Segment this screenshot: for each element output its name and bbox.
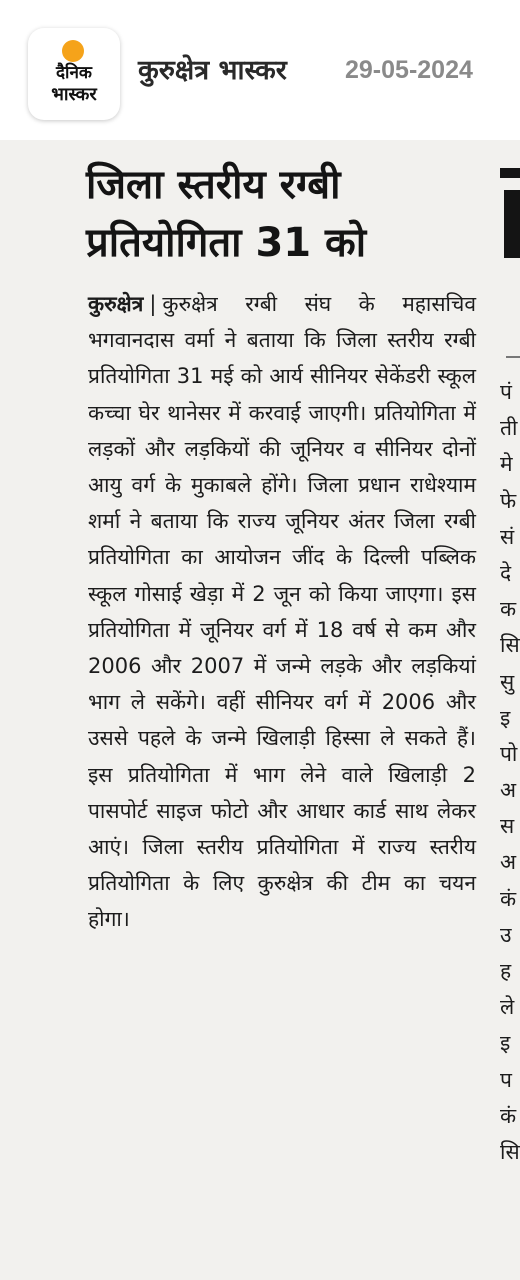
adjacent-column-line: पो [500,741,518,766]
article-dateline: कुरुक्षेत्र [88,292,144,316]
article-headline: जिला स्तरीय रग्बी प्रतियोगिता 31 को [86,162,367,266]
adjacent-column-line: सु [500,669,515,694]
adjacent-column-text [500,374,520,1170]
edition-date: 29-05-2024 [345,56,473,84]
dateline-separator: | [149,292,157,316]
adjacent-column-line: दे [500,560,512,585]
adjacent-headline-fragment [500,168,520,178]
dainik-bhaskar-logo[interactable] [28,28,120,120]
adjacent-column-line: उ [500,922,512,947]
adjacent-column-line: ले [500,995,515,1020]
adjacent-column-line: अ [500,850,517,875]
adjacent-column-line: सि [500,1139,520,1164]
adjacent-headline-fragment-2 [504,190,520,258]
adjacent-column-line: सि [500,633,520,658]
article-body: कुरुक्षेत्र रग्बी संघ के महासचिव भगवानदास वर्मा ने बताया कि जिला स्तरीय रग्बी प्रतियोगिता 31 मई को आर्य सीनियर सेकेंडरी स्कूल कच्चा घेर थानेसर में करवाई जाएगी। प्रतियोगिता में लड़कों और लड़कियों की जूनियर व सीनियर दोनों आयु वर्ग के मुकाबले होंगे। जिला प्रधान राधेश्याम शर्मा ने बताया कि राज्य जूनियर अंतर जिला रग्बी प्रतियोगिता का आयोजन जींद के दिल्ली पब्लिक स्कूल गोसाई खेड़ा में 2 जून को किया जाएगा। इस प्रतियोगिता में जूनियर वर्ग में 18 वर्ष से कम और 2006 और 2007 में जन्मे लड़के और लड़कियां भाग ले सकेंगे। वहीं सीनियर वर्ग में 2006 और उससे पहले के जन्मे खिलाड़ी हिस्सा ले सकते हैं। इस प्रतियोगिता में भाग लेने वाले खिलाड़ी 2 पासपोर्ट साइज फोटो और आधार कार्ड साथ लेकर आएं। जिला स्तरीय प्रतियोगिता में राज्य स्तरीय प्रतियोगिता के लिए कुरुक्षेत्र की टीम का चयन होगा। [88,292,476,932]
adjacent-column-line: इ [500,705,511,730]
newspaper-clipping [0,140,520,1280]
logo-text-line1: दैनिक [56,63,92,83]
adjacent-column-line: पं [500,380,512,404]
adjacent-column-line: इ [500,1031,511,1056]
adjacent-column-line: फे [500,488,517,513]
adjacent-column-line: क [500,597,517,622]
adjacent-column-line: प [500,1067,512,1092]
adjacent-column-line: ह [500,959,512,983]
adjacent-column-line: स [500,814,515,839]
edition-title: कुरुक्षेत्र भास्कर [138,55,287,86]
article-body-block [88,286,476,938]
adjacent-column-line: मे [500,452,513,477]
adjacent-column-rule [506,356,520,358]
adjacent-column-line: अ [500,778,517,803]
adjacent-column-line: ती [500,416,518,441]
logo-text-line2: भास्कर [51,84,97,105]
adjacent-column-line: सं [500,524,515,549]
adjacent-column-line: कं [500,886,517,911]
adjacent-column-line: कं [500,1103,517,1128]
app-header [0,0,520,140]
sun-icon [62,40,84,62]
